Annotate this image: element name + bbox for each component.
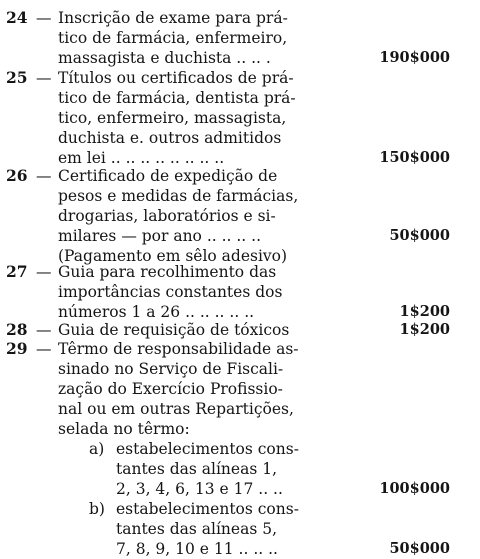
subitem-label: b) <box>89 500 105 518</box>
item-price: 1$200 <box>399 303 450 320</box>
item-number: 25 <box>6 68 28 87</box>
item-price: 50$000 <box>389 227 450 244</box>
subitem-price: 50$000 <box>389 540 450 557</box>
subitem-text-line: estabelecimentos cons- <box>116 500 299 518</box>
subitem-text-line: 7, 8, 9, 10 e 11 .. .. .. <box>116 540 278 558</box>
item-text-line: Certificado de expedição de <box>58 167 278 185</box>
item-text-line: tico de farmácia, dentista prá- <box>58 89 296 107</box>
item-price: 190$000 <box>379 49 450 66</box>
item-text-line: tico de farmácia, enfermeiro, <box>58 29 288 47</box>
item-number: 28 <box>6 320 28 339</box>
item-dash: — <box>36 263 52 281</box>
item-text-line: Títulos ou certificados de prá- <box>58 69 294 87</box>
subitem-label: a) <box>89 440 105 458</box>
item-text-line: nal ou em outras Repartições, <box>58 400 294 418</box>
item-text-line: Têrmo de responsabilidade as- <box>58 340 299 358</box>
item-text-line: selada no têrmo: <box>58 420 190 438</box>
item-text-line: em lei .. .. .. .. .. .. .. .. <box>58 149 225 167</box>
item-number: 26 <box>6 166 28 185</box>
item-text-line: Guia para recolhimento das <box>58 263 277 281</box>
item-text-line: pesos e medidas de farmácias, <box>58 187 299 205</box>
item-text-line: (Pagamento em sêlo adesivo) <box>58 247 288 265</box>
item-dash: — <box>36 167 52 185</box>
subitem-text-line: tantes das alíneas 1, <box>116 460 278 478</box>
item-text-line: massagista e duchista .. .. . <box>58 49 271 67</box>
subitem-price: 100$000 <box>379 480 450 497</box>
item-dash: — <box>36 340 52 358</box>
item-text-line: Guia de requisição de tóxicos <box>58 321 290 339</box>
item-number: 24 <box>6 8 28 27</box>
item-dash: — <box>36 321 52 339</box>
item-text-line: sinado no Serviço de Fiscali- <box>58 360 284 378</box>
item-text-line: duchista e. outros admitidos <box>58 129 282 147</box>
subitem-text-line: tantes das alíneas 5, <box>116 520 278 538</box>
item-dash: — <box>36 9 52 27</box>
item-number: 27 <box>6 262 28 281</box>
item-text-line: zação do Exercício Profissio- <box>58 380 283 398</box>
item-number: 29 <box>6 339 28 358</box>
item-text-line: drogarias, laboratórios e si- <box>58 207 276 225</box>
item-dash: — <box>36 69 52 87</box>
item-text-line: milares — por ano .. .. .. .. <box>58 227 262 245</box>
subitem-text-line: estabelecimentos cons- <box>116 440 299 458</box>
item-price: 1$200 <box>399 321 450 338</box>
item-text-line: tico, enfermeiro, massagista, <box>58 109 287 127</box>
item-text-line: Inscrição de exame para prá- <box>58 9 288 27</box>
item-text-line: importâncias constantes dos <box>58 283 283 301</box>
subitem-text-line: 2, 3, 4, 6, 13 e 17 .. .. <box>116 480 283 498</box>
item-text-line: números 1 a 26 .. .. .. .. .. <box>58 303 255 321</box>
item-price: 150$000 <box>379 149 450 166</box>
